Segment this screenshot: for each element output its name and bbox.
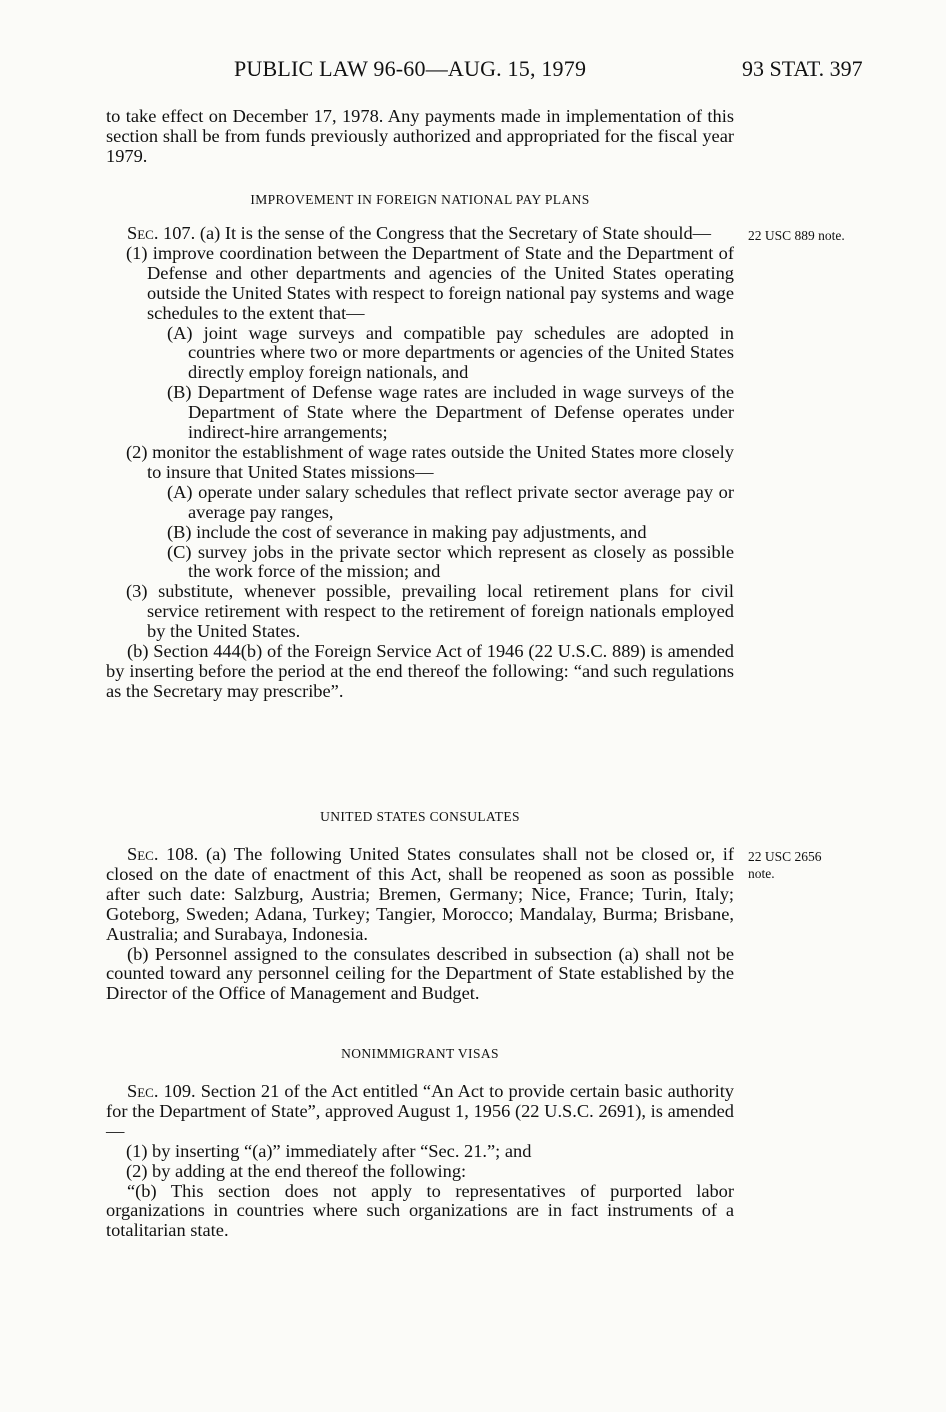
section-107-item-2b: (B) include the cost of severance in making pay adjustments, and xyxy=(167,521,647,542)
section-107-item-2c: (C) survey jobs in the private sector which represent as closely as possible the work force of the mission; and xyxy=(167,541,734,582)
section-109-para-main-text: Section 21 of the Act entitled “An Act to provide certain basic authority for the Department of State”, approved August 1, 1956 (22 U.S.C. 2691), is amended— xyxy=(106,1081,735,1141)
section-107-para-a-text: (a) It is the sense of the Congress that the Secretary of State should— xyxy=(199,223,712,243)
intro-paragraph: to take effect on December 17, 1978. Any payments made in implementation of this section shall be from funds previously authorized and appropriated for the fiscal year 1979. xyxy=(106,106,734,166)
section-107-item-2: (2) monitor the establishment of wage rates outside the United States more closely to insure that United States missions— xyxy=(126,441,734,482)
section-107-item-1b: (B) Department of Defense wage rates are included in wage surveys of the Department of State where the Department of Defense operates under indirect-hire arrangements; xyxy=(167,382,734,443)
section-107-item-2a: (A) operate under salary schedules that reflect private sector average pay or average pay ranges, xyxy=(167,481,734,522)
section-109-quote-b: “(b) This section does not apply to representatives of purported labor organizations in countries where such organizations are in fact instruments of a totalitarian state. xyxy=(106,1180,734,1241)
section-107-body xyxy=(106,224,734,702)
section-108-margin-note-2: note. xyxy=(748,866,775,881)
sec-label: Sec. 109. xyxy=(127,1081,196,1101)
page-header-title: PUBLIC LAW 96-60—AUG. 15, 1979 xyxy=(234,56,587,81)
section-107-para-b: (b) Section 444(b) of the Foreign Service Act of 1946 (22 U.S.C. 889) is amended by inserting before the period at the end thereof the following: “and such regulations as the Secretary may prescribe”. xyxy=(106,641,734,701)
section-107-heading: IMPROVEMENT IN FOREIGN NATIONAL PAY PLANS xyxy=(250,192,590,207)
section-107-item-1a: (A) joint wage surveys and compatible pay schedules are adopted in countries where two or more departments or agencies of the United States directly employ foreign nationals, and xyxy=(167,322,734,383)
section-108-para-b: (b) Personnel assigned to the consulates described in subsection (a) shall not be counted toward any personnel ceiling for the Department of State established by the Director of the Office of Management and Budget. xyxy=(106,943,734,1004)
section-109-body xyxy=(106,1082,734,1241)
intro-block xyxy=(106,107,734,167)
page-header-stat-ref: 93 STAT. 397 xyxy=(742,56,863,81)
sec-label: Sec. 107. xyxy=(127,223,196,243)
section-108-para-a xyxy=(106,845,734,945)
sec-label: Sec. 108. xyxy=(127,844,199,864)
section-107-margin-note: 22 USC 889 note. xyxy=(748,228,845,243)
section-108-heading: UNITED STATES CONSULATES xyxy=(320,809,520,824)
section-107-item-3: (3) substitute, whenever possible, prevailing local retirement plans for civil service retirement with respect to the retirement of foreign nationals employed by the United States. xyxy=(126,581,734,642)
section-109-item-2: (2) by adding at the end thereof the following: xyxy=(126,1160,467,1181)
section-109-item-1: (1) by inserting “(a)” immediately after “Sec. 21.”; and xyxy=(126,1140,532,1161)
section-109-para-main xyxy=(106,1082,734,1142)
section-107-item-1: (1) improve coordination between the Department of State and the Department of Defense and other departments and agencies of the United States operating outside the United States with respect to foreign national pay systems and wage schedules to the extent that— xyxy=(126,242,734,323)
section-108-margin-note-1: 22 USC 2656 xyxy=(748,849,822,864)
section-109-heading: NONIMMIGRANT VISAS xyxy=(341,1046,499,1061)
section-108-para-a-text: (a) The following United States consulates shall not be closed or, if closed on the date of enactment of this Act, shall be reopened as soon as possible after such date: Salzburg, Austria; Bremen, Germany; Nice, France; Turin, Italy; Goteborg, Sweden; Adana, Turkey; Tangier, Morocco; Mandalay, Burma; Brisbane, Australia; and Surabaya, Indonesia. xyxy=(106,844,735,944)
section-108-body xyxy=(106,845,734,1004)
section-107-para-a xyxy=(106,224,734,244)
